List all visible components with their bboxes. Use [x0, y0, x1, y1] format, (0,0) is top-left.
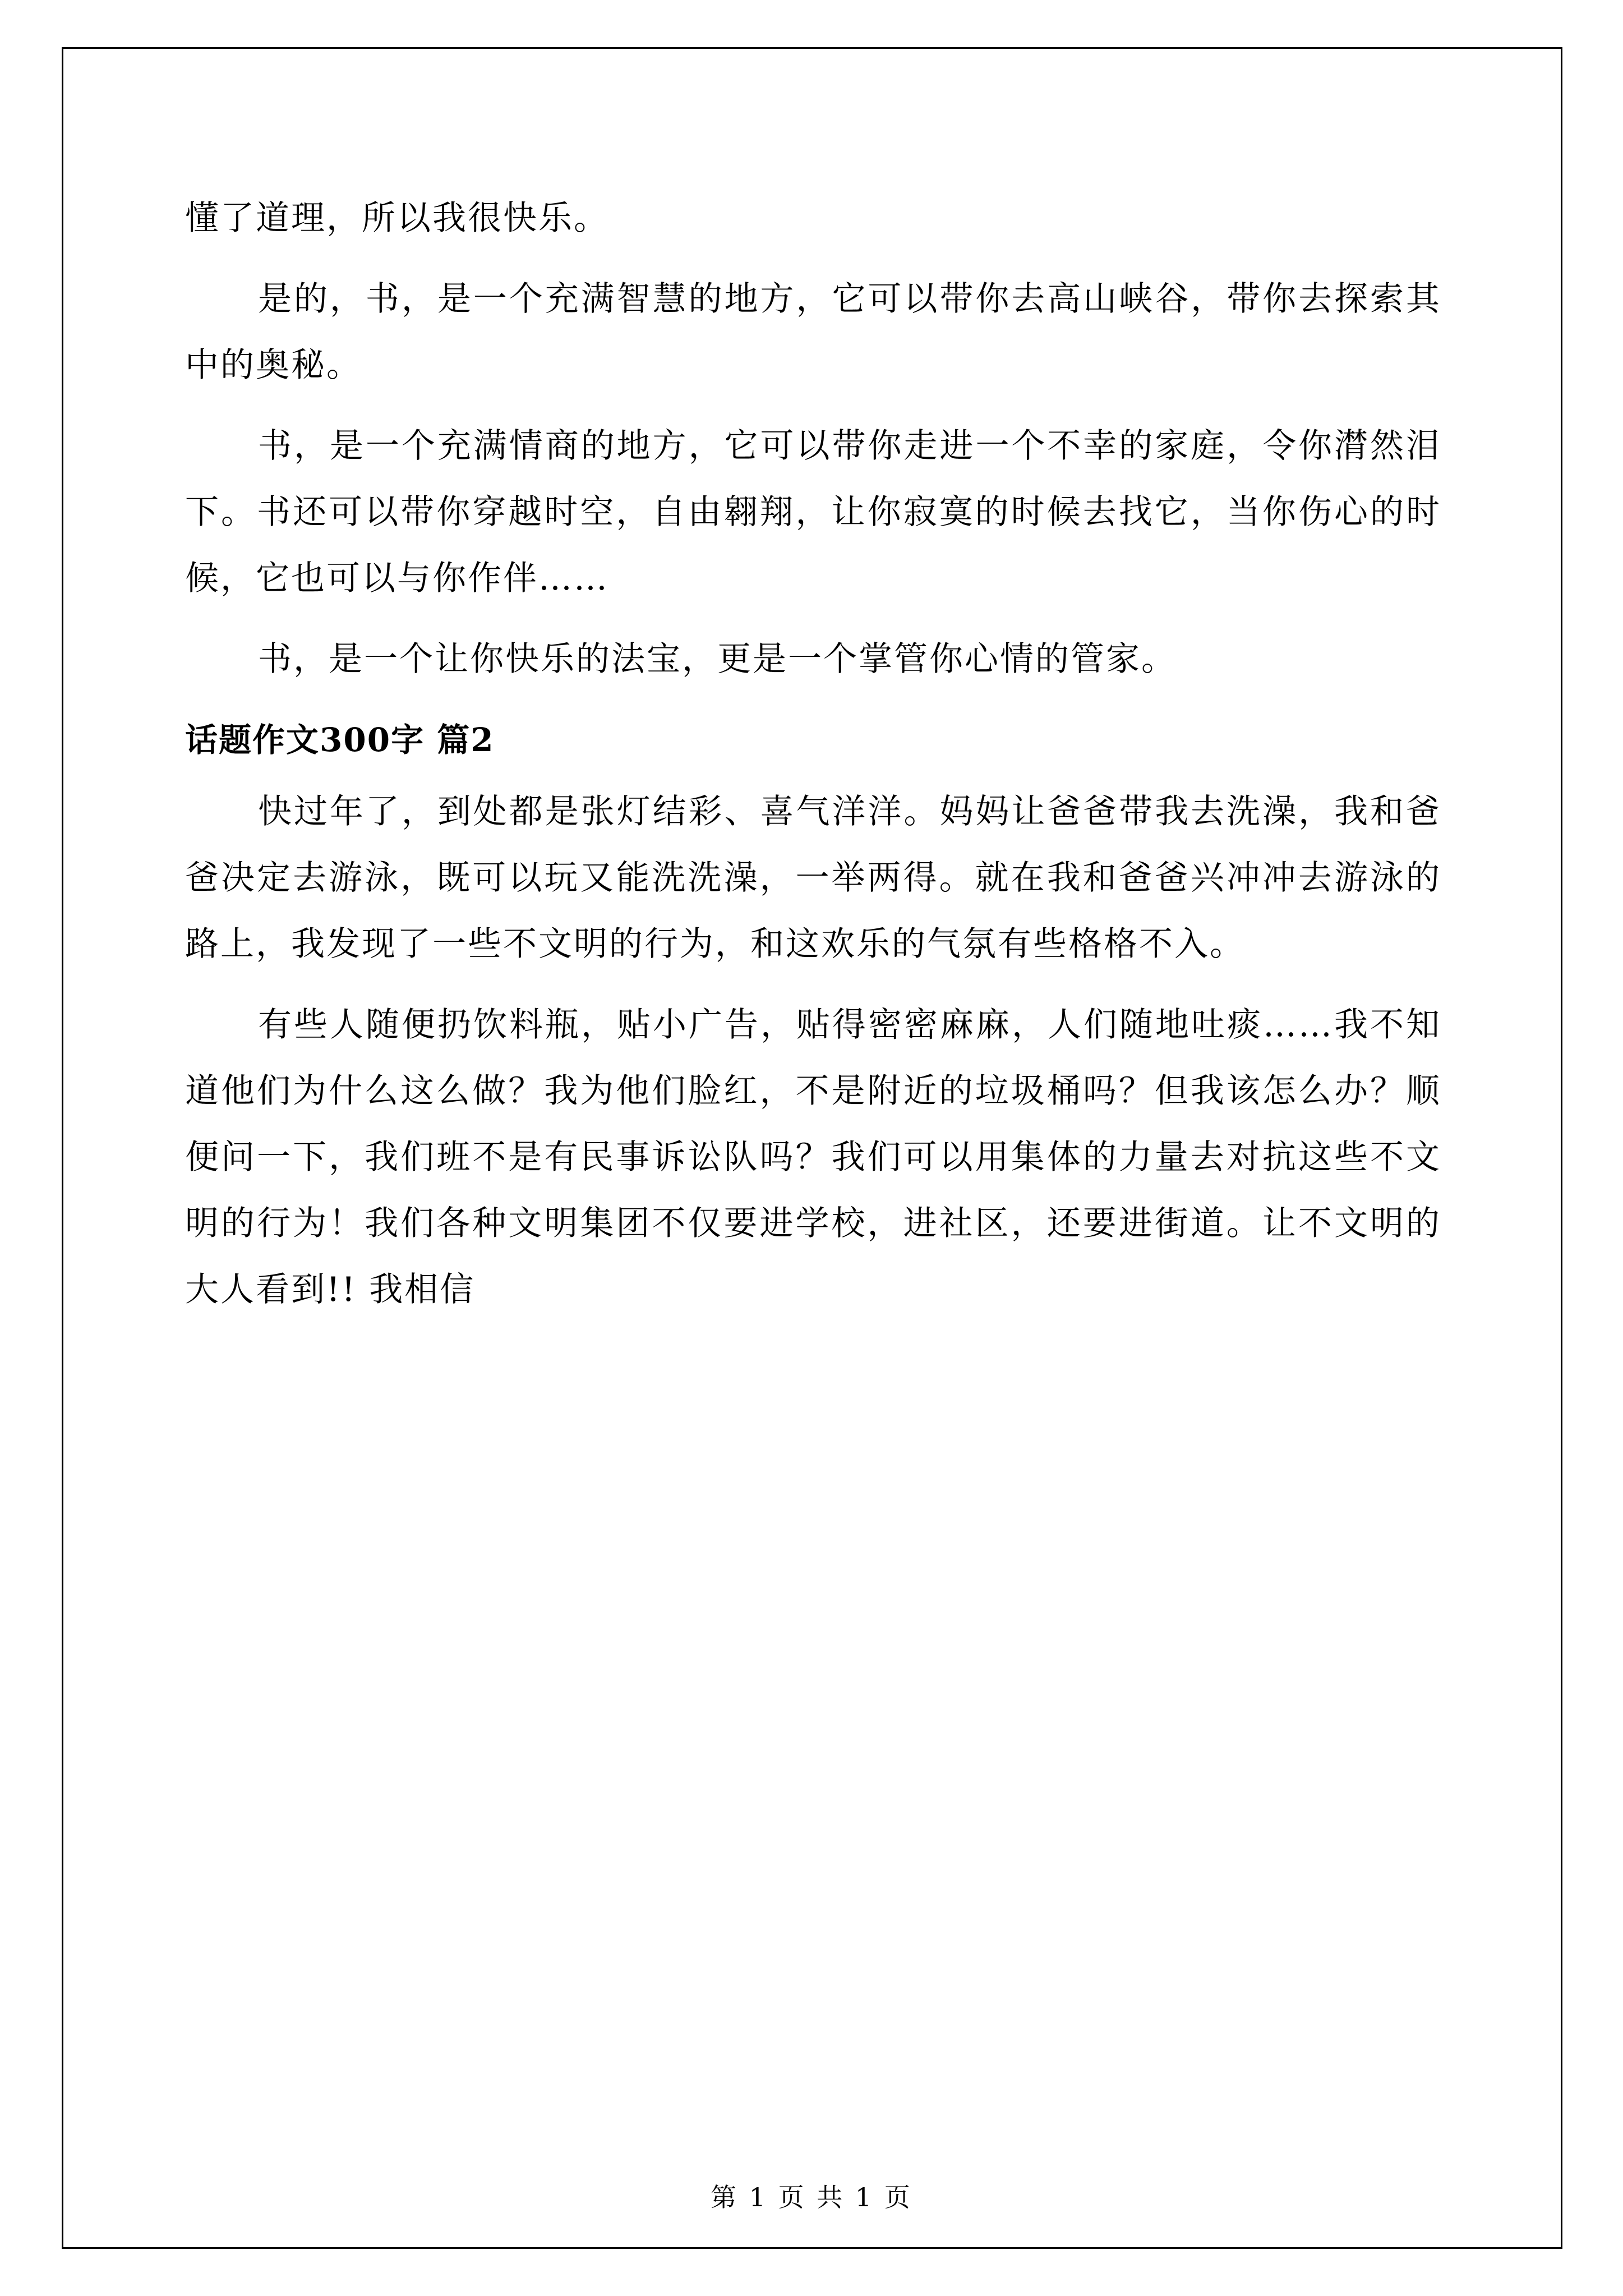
document-content [185, 185, 1441, 1337]
paragraph: 有些人随便扔饮料瓶，贴小广告，贴得密密麻麻，人们随地吐痰……我不知道他们为什么这么做？我为他们脸红，不是附近的垃圾桶吗？但我该怎么办？顺便问一下，我们班不是有民事诉讼队吗？我们可以用集体的力量去对抗这些不文明的行为！我们各种文明集团不仅要进学校，进社区，还要进街道。让不文明的大人看到!! 我相信 [185, 1005, 1441, 1309]
paragraph: 是的，书，是一个充满智慧的地方，它可以带你去高山峡谷，带你去探索其中的奥秘。 [185, 279, 1441, 385]
paragraph: 快过年了，到处都是张灯结彩、喜气洋洋。妈妈让爸爸带我去洗澡，我和爸爸决定去游泳，既可以玩又能洗洗澡，一举两得。就在我和爸爸兴冲冲去游泳的路上，我发现了一些不文明的行为，和这欢乐的气氛有些格格不入。 [185, 792, 1441, 964]
paragraph: 书，是一个让你快乐的法宝，更是一个掌管你心情的管家。 [258, 639, 1177, 679]
paragraph: 懂了道理，所以我很快乐。 [185, 199, 609, 238]
section-heading: 话题作文300字 篇2 [185, 721, 495, 759]
paragraph: 书，是一个充满情商的地方，它可以带你走进一个不幸的家庭，令你潸然泪下。书还可以带你穿越时空，自由翱翔，让你寂寞的时候去找它，当你伤心的时候，它也可以与你作伴…… [185, 426, 1441, 598]
page-footer: 第 1 页 共 1 页 [711, 2182, 912, 2212]
